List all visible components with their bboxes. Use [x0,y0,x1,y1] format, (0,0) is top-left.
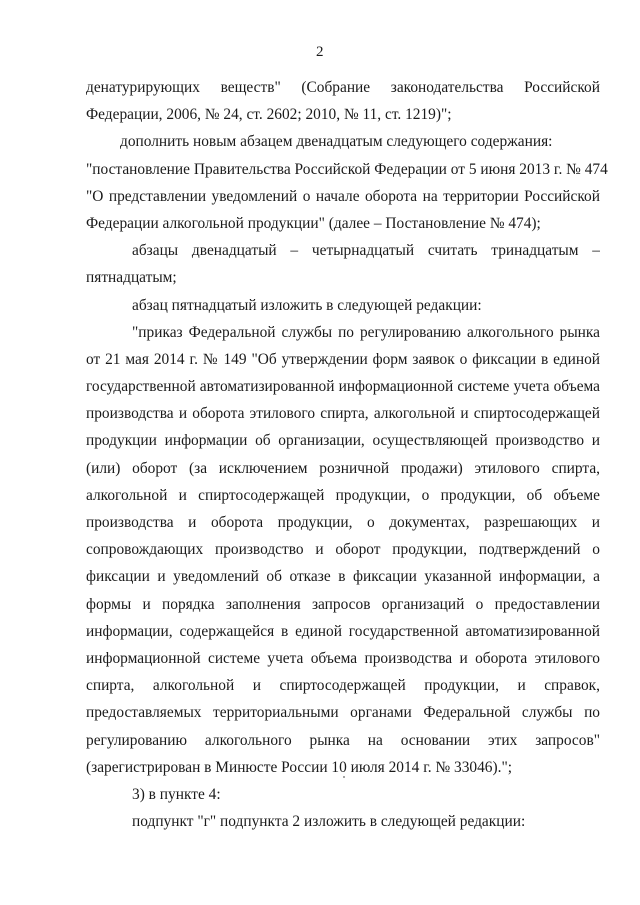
text-line: информации, содержащейся в единой государственной автоматизированной [86,622,600,640]
text-line: формы и порядка заполнения запросов организаций о предоставлении [86,595,600,613]
text-line: "постановление Правительства Российской Федерации от 5 июня 2013 г. № 474 [86,160,608,178]
text-line: информационной системе учета объема производства и оборота этилового [86,649,600,667]
scan-artifact [343,776,345,778]
text-line: от 21 мая 2014 г. № 149 "Об утверждении форм заявок о фиксации в единой [86,350,600,368]
page-number: 2 [316,44,324,60]
text-line: (или) оборот (за исключением розничной продажи) этилового спирта, [86,459,600,477]
text-line: подпункт "г" подпункта 2 изложить в следующей редакции: [132,813,526,831]
text-line: "приказ Федеральной службы по регулированию алкогольного рынка [132,323,600,341]
text-line: Федерации алкогольной продукции" (далее – Постановление № 474); [86,214,541,232]
text-line: абзац пятнадцатый изложить в следующей редакции: [132,296,482,314]
text-line: сопровождающих производство и оборот продукции, подтверждений о [86,541,600,559]
text-line: 3) в пункте 4: [132,785,221,803]
text-line: спирта, алкогольной и спиртосодержащей продукции, и справок, [86,677,600,695]
text-line: (зарегистрирован в Минюсте России 10 июля 2014 г. № 33046)."; [86,758,513,776]
text-line: абзацы двенадцатый – четырнадцатый считать тринадцатым – [132,242,600,260]
text-line: денатурирующих веществ" (Собрание законодательства Российской [86,79,600,96]
text-line: дополнить новым абзацем двенадцатым следующего содержания: [120,133,553,151]
text-line: производства и оборота этилового спирта, алкогольной и спиртосодержащей [86,405,600,423]
text-line: предоставляемых территориальными органами Федеральной службы по [86,704,600,722]
text-line: продукции информации об организации, осуществляющей производство и [86,432,600,450]
text-line: "О представлении уведомлений о начале оборота на территории Российской [86,187,600,205]
text-line: регулированию алкогольного рынка на основании этих запросов" [86,731,600,749]
text-line: пятнадцатым; [86,269,177,287]
text-line: алкогольной и спиртосодержащей продукции, о продукции, об объеме [86,486,600,504]
text-line: государственной автоматизированной информационной системе учета объема [86,378,600,396]
text-line: фиксации и уведомлений об отказе в фиксации указанной информации, а [86,568,600,586]
text-line: производства и оборота продукции, о документах, разрешающих и [86,514,600,531]
document-body [86,74,608,835]
text-line: Федерации, 2006, № 24, ст. 2602; 2010, № 11, ст. 1219)"; [86,106,452,124]
